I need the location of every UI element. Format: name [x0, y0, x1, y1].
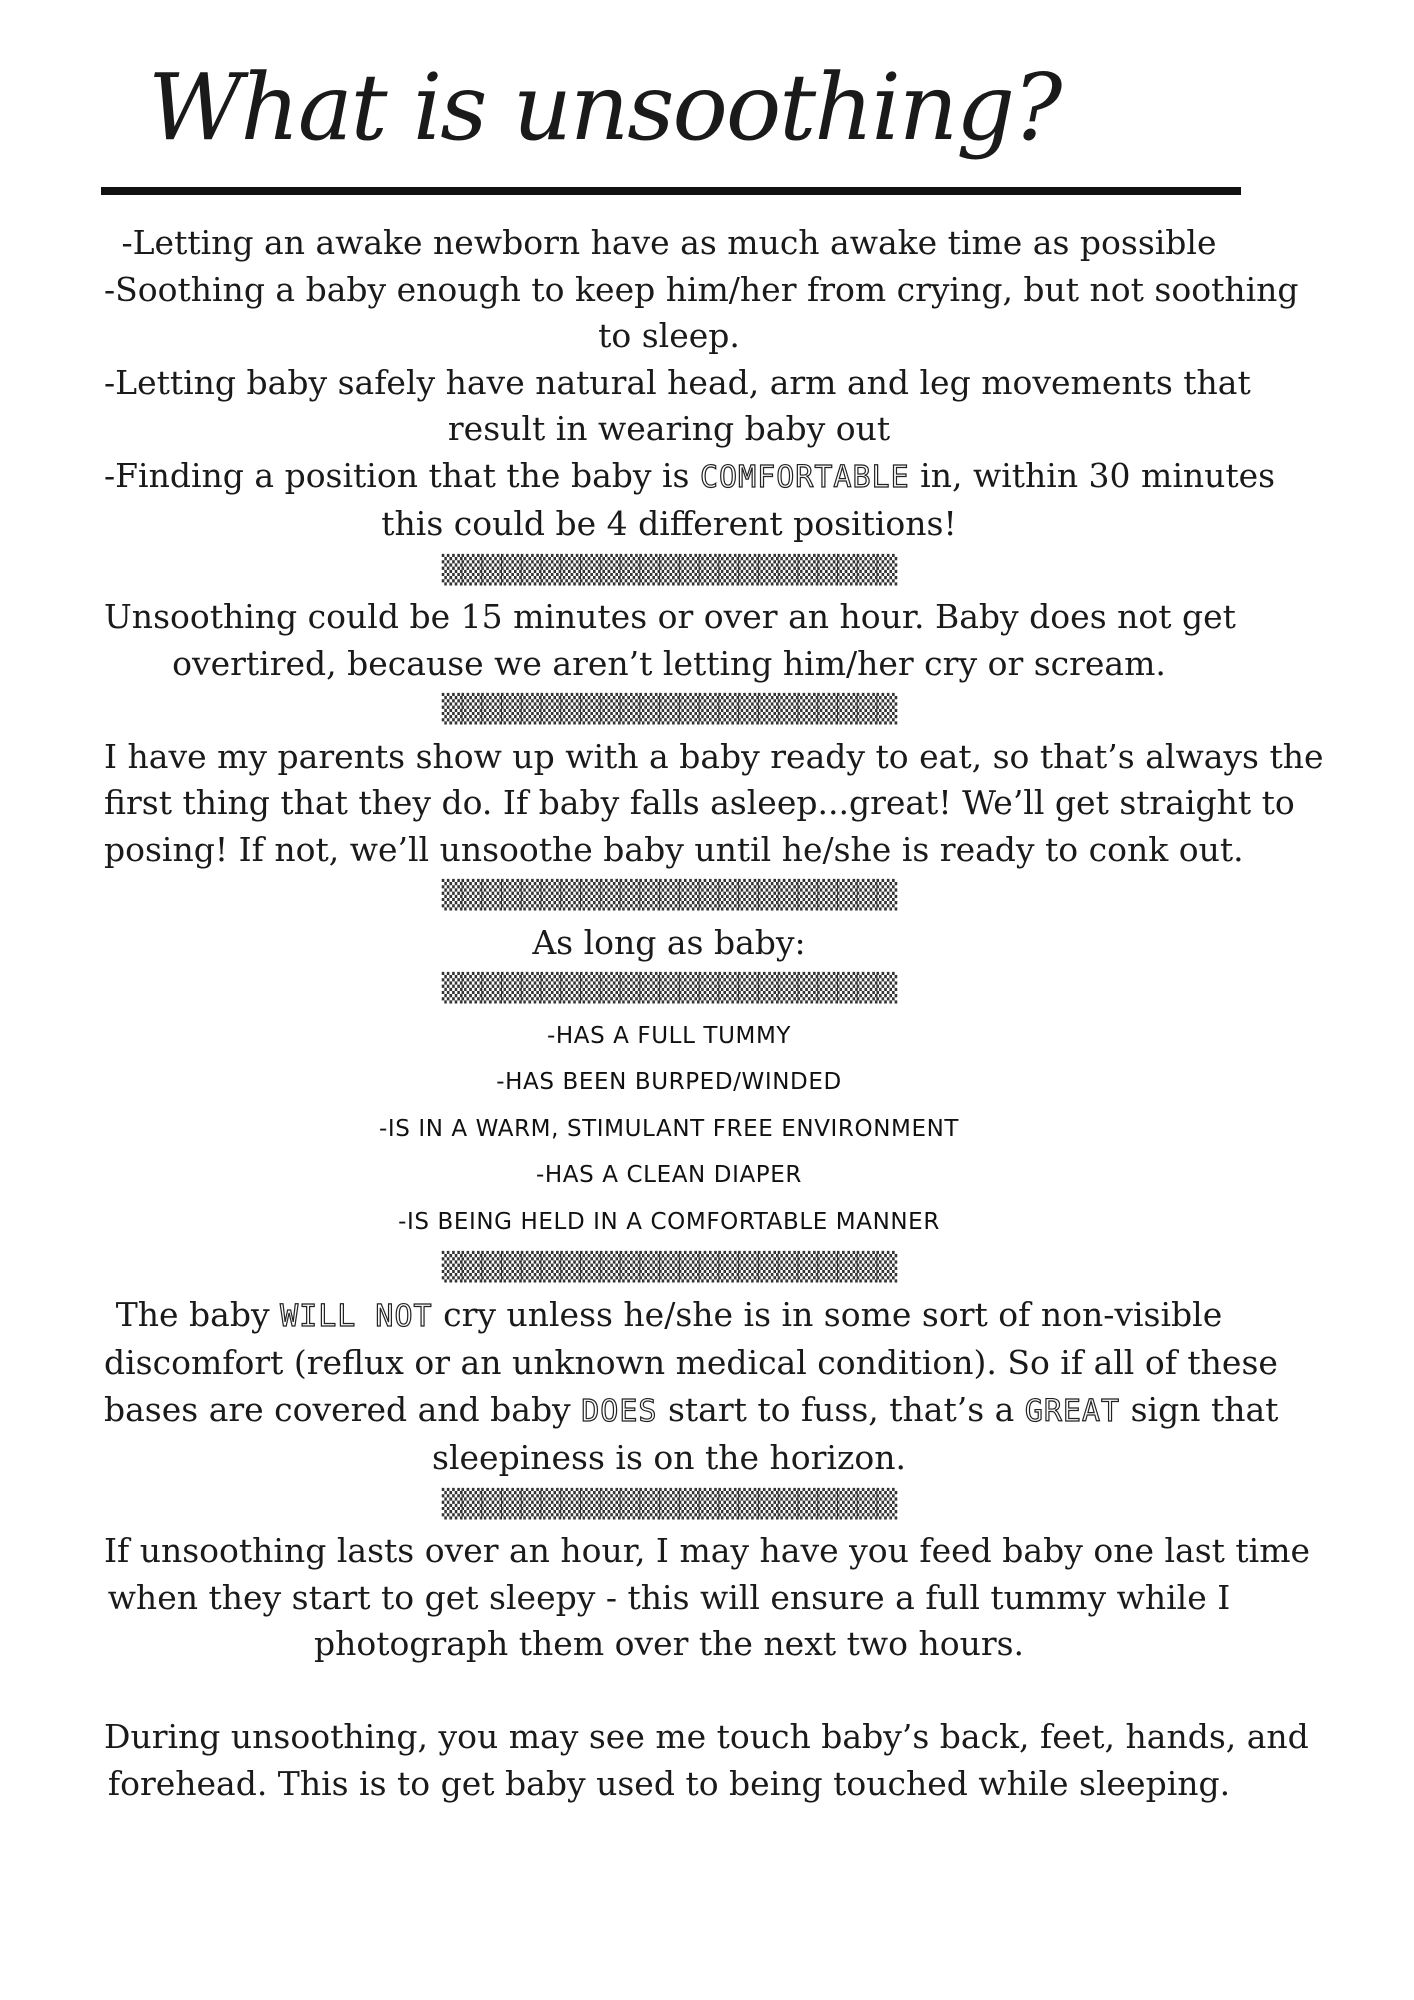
checklist-item: -IS BEING HELD IN A COMFORTABLE MANNER: [398, 1208, 940, 1235]
text-fragment: cry unless he/she is in some sort of non-visible: [432, 1294, 1223, 1334]
bullet-soothing: -Soothing a baby enough to keep him/her from crying, but not soothing: [104, 269, 1299, 309]
bullet-movements: -Letting baby safely have natural head, arm and leg movements that: [104, 362, 1251, 402]
bullet-movements-cont: result in wearing baby out: [447, 409, 891, 448]
emphasis-comfortable: COMFORTABLE: [699, 459, 910, 495]
feeding-paragraph-line: If unsoothing lasts over an hour, I may have you feed baby one last time: [104, 1531, 1311, 1570]
crying-paragraph-line: discomfort (reflux or an unknown medical condition). So if all of these: [104, 1343, 1278, 1382]
title-underline: [101, 187, 1241, 195]
ornamental-divider: ▒▒▒▒▒▒▒▒▒▒▒▒▒▒▒▒▒▒▒▒▒▒▒: [441, 1488, 897, 1520]
emphasis-does: DOES: [581, 1393, 658, 1429]
text-fragment: The baby: [115, 1294, 281, 1334]
checklist-item: -HAS A CLEAN DIAPER: [536, 1162, 802, 1188]
emphasis-will-not: WILL NOT: [280, 1298, 433, 1334]
arrival-paragraph-line: I have my parents show up with a baby ready to eat, so that’s always the: [104, 736, 1324, 776]
crying-paragraph-line: [104, 1292, 1234, 1341]
ornamental-divider: ▒▒▒▒▒▒▒▒▒▒▒▒▒▒▒▒▒▒▒▒▒▒▒: [441, 1252, 897, 1283]
duration-paragraph-line: overtired, because we aren’t letting him/her cry or scream.: [172, 643, 1166, 683]
checklist-item: -HAS BEEN BURPED/WINDED: [496, 1069, 842, 1095]
crying-paragraph-line: sleepiness is on the horizon.: [432, 1438, 906, 1477]
ornamental-divider: ▒▒▒▒▒▒▒▒▒▒▒▒▒▒▒▒▒▒▒▒▒▒▒: [441, 973, 897, 1004]
bullet-soothing-cont: to sleep.: [598, 316, 740, 355]
text-fragment: -Finding a position that the baby is: [104, 455, 700, 495]
bullet-awake-time: -Letting an awake newborn have as much awake time as possible: [121, 223, 1217, 262]
ornamental-divider: ▒▒▒▒▒▒▒▒▒▒▒▒▒▒▒▒▒▒▒▒▒▒▒: [441, 880, 897, 911]
text-fragment: start to fuss, that’s a: [657, 1389, 1025, 1429]
bullet-position-cont: this could be 4 different positions!: [381, 504, 957, 543]
checklist-item: -HAS A FULL TUMMY: [546, 1022, 792, 1049]
feeding-paragraph-line: when they start to get sleepy - this will ensure a full tummy while I: [107, 1577, 1231, 1617]
checklist-heading: As long as baby:: [532, 922, 806, 962]
page-title: What is unsoothing?: [148, 54, 1061, 161]
arrival-paragraph-line: posing! If not, we’ll unsoothe baby until he/she is ready to conk out.: [104, 829, 1244, 869]
bullet-position: [104, 453, 1276, 502]
text-fragment: in, within 30 minutes: [909, 455, 1276, 495]
text-fragment: bases are covered and baby: [104, 1389, 582, 1429]
duration-paragraph-line: Unsoothing could be 15 minutes or over an hour. Baby does not get: [104, 597, 1236, 636]
feeding-paragraph-line: photograph them over the next two hours.: [313, 1624, 1025, 1663]
touch-paragraph-line: forehead. This is to get baby used to being touched while sleeping.: [107, 1763, 1231, 1803]
crying-paragraph-line: [104, 1387, 1279, 1436]
checklist-item: -IS IN A WARM, STIMULANT FREE ENVIRONMENT: [378, 1115, 960, 1142]
emphasis-great: GREAT: [1024, 1393, 1121, 1429]
ornamental-divider: ▒▒▒▒▒▒▒▒▒▒▒▒▒▒▒▒▒▒▒▒▒▒▒: [441, 554, 897, 586]
touch-paragraph-line: During unsoothing, you may see me touch baby’s back, feet, hands, and: [104, 1717, 1309, 1756]
ornamental-divider: ▒▒▒▒▒▒▒▒▒▒▒▒▒▒▒▒▒▒▒▒▒▒▒: [441, 694, 897, 725]
paragraph-gap: [104, 1668, 1234, 1715]
arrival-paragraph-line: first thing that they do. If baby falls asleep...great! We’ll get straight to: [104, 783, 1295, 822]
text-fragment: sign that: [1120, 1389, 1279, 1429]
document-body: [104, 220, 1324, 1807]
